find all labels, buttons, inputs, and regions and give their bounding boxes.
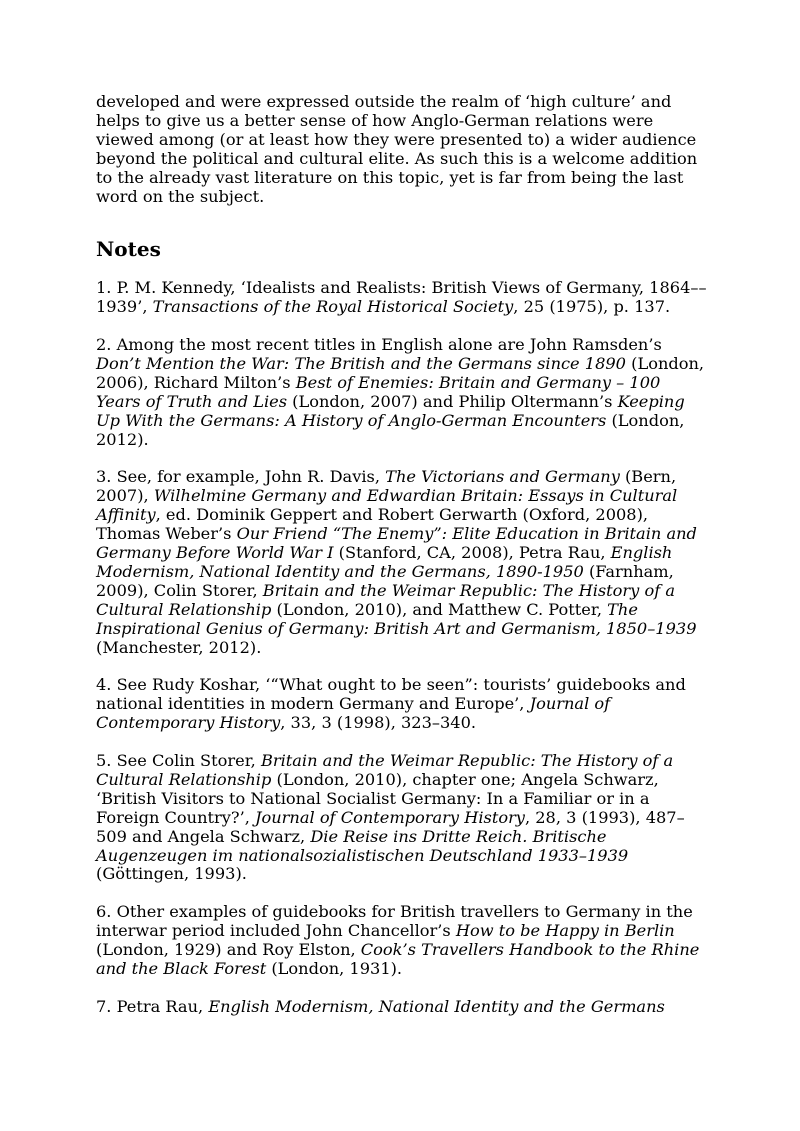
note-2-text: 2. Among the most recent titles in English alone are John Ramsden’s bbox=[96, 335, 662, 355]
note-3-title: The Victorians and Germany bbox=[385, 467, 620, 487]
note-5-title: Journal of Contemporary History bbox=[255, 807, 525, 827]
note-2-title: Don’t Mention the War: The British and the Germans since 1890 bbox=[96, 354, 626, 374]
note-1-text: 1. P. M. Kennedy, ‘Idealists and Realists: British Views of Germany, 1864––1939’, bbox=[96, 278, 707, 317]
note-2-text: (London, 2012). bbox=[96, 410, 685, 449]
note-4-text: 4. See Rudy Koshar, ‘“What ought to be seen”: tourists’ guidebooks and national identities in modern Germany and Europe’, bbox=[96, 675, 686, 714]
note-3-text: (London, 2010), and Matthew C. Potter, bbox=[271, 599, 608, 619]
note-1 bbox=[96, 279, 708, 317]
note-3-title: The Inspirational Genius of Germany: British Art and Germanism, 1850–1939 bbox=[96, 599, 697, 638]
note-5-text: (Göttingen, 1993). bbox=[96, 864, 247, 884]
note-2-text: (London, 2006), Richard Milton’s bbox=[96, 354, 705, 392]
note-6-title: How to be Happy in Berlin bbox=[455, 921, 675, 941]
note-5 bbox=[96, 752, 708, 884]
note-2-title: Best of Enemies: Britain and Germany – 100 Years of Truth and Lies bbox=[96, 372, 661, 411]
note-4 bbox=[96, 676, 708, 733]
note-3-title: Britain and the Weimar Republic: The History of a Cultural Relationship bbox=[96, 580, 675, 619]
note-5-title: Die Reise ins Dritte Reich. Britische Augenzeugen im nationalsozialistischen Deutschland 1933–1939 bbox=[96, 826, 629, 865]
note-3-text: (Bern, 2007), bbox=[96, 467, 677, 506]
note-2-text: (London, 2007) and Philip Oltermann’s bbox=[287, 391, 618, 411]
note-4-text: , 33, 3 (1998), 323–340. bbox=[280, 713, 477, 733]
note-3-title: Wilhelmine Germany and Edwardian Britain: Essays in Cultural Affinity bbox=[96, 486, 678, 525]
note-6-title: Cook’s Travellers Handbook to the Rhine and the Black Forest bbox=[96, 940, 700, 978]
note-5-text: (London, 2010), chapter one; Angela Schwarz, ‘British Visitors to National Socialist Germany: In a Familiar or in a Foreign Country?’, bbox=[96, 769, 659, 827]
note-5-text: 5. See Colin Storer, bbox=[96, 751, 261, 771]
note-2 bbox=[96, 336, 708, 449]
note-3-title: English Modernism, National Identity and the Germans, 1890-1950 bbox=[96, 543, 673, 581]
notes-heading: Notes bbox=[96, 237, 161, 262]
note-6-text: (London, 1929) and Roy Elston, bbox=[96, 940, 361, 960]
note-3-text: (Stanford, CA, 2008), Petra Rau, bbox=[333, 543, 611, 563]
document-page bbox=[96, 93, 708, 1017]
note-3-text: (Farnham, 2009), Colin Storer, bbox=[96, 562, 674, 600]
note-6 bbox=[96, 903, 708, 979]
note-1-text: , 25 (1975), p. 137. bbox=[513, 297, 671, 317]
note-3-text: , ed. Dominik Geppert and Robert Gerwarth (Oxford, 2008), Thomas Weber’s bbox=[96, 505, 649, 544]
note-7 bbox=[96, 998, 708, 1017]
note-7-text: 7. Petra Rau, bbox=[96, 996, 209, 1016]
note-5-title: Britain and the Weimar Republic: The History of a Cultural Relationship bbox=[96, 751, 674, 789]
note-6-text: (London, 1931). bbox=[266, 958, 403, 978]
note-2-title: Keeping Up With the Germans: A History of Anglo-German Encounters bbox=[96, 391, 685, 430]
note-5-text: , 28, 3 (1993), 487–509 and Angela Schwarz, bbox=[96, 807, 685, 846]
note-7-title: English Modernism, National Identity and the Germans bbox=[208, 996, 665, 1016]
note-4-title: Journal of Contemporary History bbox=[96, 694, 611, 733]
note-3 bbox=[96, 468, 708, 657]
note-3-text: (Manchester, 2012). bbox=[96, 637, 262, 657]
note-6-text: 6. Other examples of guidebooks for British travellers to Germany in the interwar period included John Chancellor’s bbox=[96, 902, 693, 941]
note-1-title: Transactions of the Royal Historical Society bbox=[152, 297, 514, 317]
intro-paragraph: developed and were expressed outside the realm of ‘high culture’ and helps to give us a better sense of how Anglo-German relations were viewed among (or at least how they were presented to) a wider audience beyond the political and cultural elite. As such this is a welcome addition to the already vast literature on this topic, yet is far from being the last word on the subject. bbox=[96, 92, 698, 206]
note-3-text: 3. See, for example, John R. Davis, bbox=[96, 467, 386, 487]
note-3-title: Our Friend “The Enemy”: Elite Education in Britain and Germany Before World War I bbox=[96, 524, 697, 563]
